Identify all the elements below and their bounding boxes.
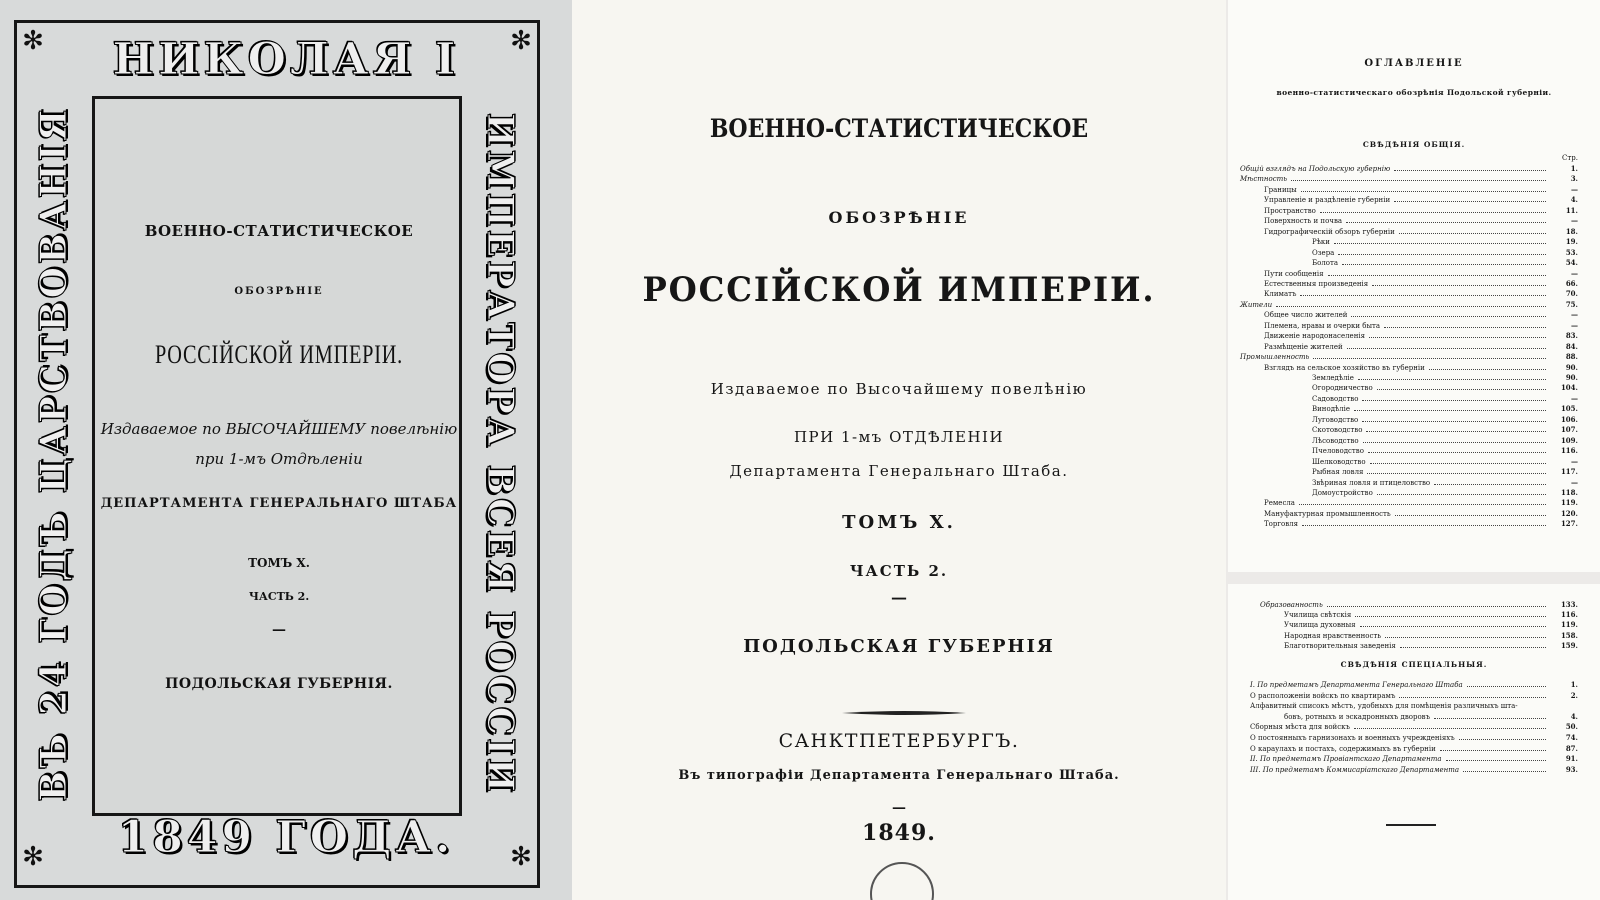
- toc-row-label: Общее число жителей: [1264, 311, 1348, 320]
- part-label: ЧАСТЬ 2.: [849, 562, 949, 580]
- toc-row-label: Границы: [1264, 185, 1297, 194]
- ornament-rule-icon: [842, 710, 966, 716]
- toc-row-page: —: [1571, 216, 1578, 226]
- corner-ornament-icon: ✻: [22, 26, 44, 56]
- title-line-3: РОССІЙСКОЙ ИМПЕРІИ.: [642, 270, 1156, 310]
- toc-row-label: Садоводство: [1312, 394, 1359, 403]
- toc-row-label: Винодѣліе: [1312, 405, 1351, 414]
- toc-dot-leader: [1366, 422, 1546, 432]
- toc-row-page: —: [1571, 456, 1578, 466]
- toc-dot-leader: [1360, 617, 1546, 627]
- cover-publisher-line-3: ДЕПАРТАМЕНТА ГЕНЕРАЛЬНАГО ШТАБА: [100, 496, 458, 511]
- toc-row-label: Мѣстность: [1240, 175, 1288, 184]
- toc-row-page: 90.: [1565, 373, 1578, 382]
- toc-row-label: Пути сообщенія: [1264, 269, 1324, 278]
- toc-row-label: Размѣщеніе жителей: [1264, 342, 1343, 351]
- toc-dot-leader: [1354, 401, 1546, 411]
- toc-row-page: 84.: [1565, 341, 1578, 351]
- toc-row-label: III. По предметамъ Коммисаріатскаго Департамента: [1250, 765, 1460, 774]
- toc-row-page: 133.: [1560, 600, 1578, 609]
- toc-row-page: 66.: [1565, 278, 1578, 288]
- toc-row-label: Огородничество: [1312, 384, 1373, 393]
- toc-subheading: военно-статистическаго обозрѣнія Подольской губерніи.: [1276, 88, 1552, 97]
- toc-row-label: Скотоводство: [1312, 426, 1363, 435]
- toc-dot-leader: [1300, 286, 1546, 296]
- cover-band-top: НИКОЛАЯ I: [112, 34, 460, 85]
- toc-row-page: —: [1571, 477, 1578, 487]
- toc-row-page: 116.: [1560, 446, 1578, 456]
- toc-row-page: 117.: [1560, 467, 1578, 477]
- toc-panel: [1226, 0, 1600, 900]
- toc-row-label: Мануфактурная промышленность: [1264, 509, 1391, 518]
- toc-row-page: 19.: [1565, 237, 1578, 247]
- toc-row: [1228, 765, 1600, 775]
- toc-row-label: Болота: [1312, 259, 1339, 268]
- toc-dot-leader: [1299, 495, 1546, 505]
- toc-row-page: 4.: [1570, 195, 1578, 205]
- toc-dot-leader: [1351, 307, 1546, 317]
- toc-row-label: Племена, нравы и очерки быта: [1264, 321, 1381, 330]
- year-label: 1849.: [862, 820, 936, 846]
- toc-dot-leader: [1368, 443, 1546, 453]
- toc-dot-leader: [1347, 339, 1546, 349]
- toc-row-page: 75.: [1565, 299, 1578, 309]
- toc-dot-leader: [1320, 203, 1546, 213]
- toc-row-page: 159.: [1560, 640, 1578, 650]
- year-dash: —: [892, 800, 906, 816]
- toc-row-page: 1.: [1570, 164, 1578, 173]
- toc-row-label: II. По предметамъ Провіантскаго Департамента: [1250, 755, 1442, 764]
- toc-row-label: Народная нравственность: [1284, 631, 1382, 640]
- toc-row-label: Климатъ: [1264, 290, 1297, 299]
- toc-row: [1228, 641, 1600, 651]
- toc-row-page: 91.: [1565, 754, 1578, 764]
- toc-dot-leader: [1399, 224, 1546, 234]
- toc-row-page: 2.: [1570, 690, 1578, 700]
- toc-dot-leader: [1463, 762, 1546, 772]
- title-line-2: ОБОЗРѢНІЕ: [828, 208, 970, 227]
- toc-row-page: 50.: [1565, 722, 1578, 732]
- toc-dot-leader: [1370, 454, 1546, 464]
- toc-dot-leader: [1338, 245, 1546, 255]
- toc-row-page: 105.: [1560, 404, 1578, 414]
- publisher-line-2: ПРИ 1-мъ ОТДѢЛЕНІИ: [793, 428, 1005, 446]
- toc-dot-leader: [1367, 464, 1546, 474]
- toc-row-page: 119.: [1560, 620, 1578, 630]
- toc-row-label: Пространство: [1264, 206, 1316, 215]
- toc-heading: ОГЛАВЛЕНІЕ: [1364, 58, 1464, 69]
- toc-dot-leader: [1385, 628, 1546, 638]
- toc-dot-leader: [1327, 597, 1546, 607]
- volume-label: ТОМЪ X.: [842, 512, 956, 533]
- toc-row-page: 70.: [1565, 289, 1578, 299]
- toc-dot-leader: [1355, 607, 1546, 617]
- toc-row-label: Пчеловодство: [1312, 447, 1364, 456]
- city-label: САНКТПЕТЕРБУРГЪ.: [778, 730, 1020, 752]
- toc-row-label: Управленіе и раздѣленіе губерніи: [1264, 196, 1391, 205]
- toc-row-label: Ремесла: [1264, 499, 1295, 508]
- toc-dot-leader: [1342, 255, 1546, 265]
- toc-row-page: 53.: [1565, 247, 1578, 257]
- toc-dot-leader: [1334, 234, 1546, 244]
- toc-end-rule: [1386, 824, 1436, 826]
- toc-dot-leader: [1301, 182, 1546, 192]
- toc-dot-leader: [1362, 412, 1546, 422]
- toc-sheet-2: [1228, 584, 1600, 900]
- toc-dot-leader: [1459, 730, 1546, 740]
- cover-dash: —: [272, 622, 286, 638]
- toc-section-special: СВѢДѢНІЯ СПЕЦІАЛЬНЫЯ.: [1340, 660, 1488, 669]
- toc-dot-leader: [1394, 192, 1546, 202]
- toc-dot-leader: [1399, 688, 1546, 698]
- toc-row-label: Взглядъ на сельское хозяйство въ губерніи: [1264, 363, 1425, 372]
- toc-dot-leader: [1384, 318, 1546, 328]
- toc-dot-leader: [1346, 213, 1546, 223]
- toc-row-label: Промышленность: [1240, 353, 1310, 362]
- toc-dot-leader: [1400, 638, 1546, 648]
- toc-row-page: 116.: [1560, 610, 1578, 620]
- toc-row-label: Лѣсоводство: [1312, 436, 1359, 445]
- toc-row-label: Благотворительныя заведенія: [1284, 641, 1396, 650]
- cover-publisher-line-2: при 1-мъ Отдѣленіи: [195, 450, 363, 468]
- toc-dot-leader: [1440, 741, 1546, 751]
- toc-row-label: Алфавитный списокъ мѣстъ, удобныхъ для помѣщенія различныхъ шта-: [1250, 702, 1518, 711]
- toc-row-label: Луговодство: [1312, 415, 1359, 424]
- toc-dot-leader: [1302, 516, 1546, 526]
- toc-row-label: Училища духовныя: [1284, 621, 1356, 630]
- toc-row-page: 83.: [1565, 331, 1578, 341]
- toc-row-page: 119.: [1560, 498, 1578, 508]
- toc-row-page: 93.: [1565, 764, 1578, 774]
- toc-row-label: Рыбная ловля: [1312, 468, 1364, 477]
- corner-ornament-icon: ✻: [22, 842, 44, 872]
- toc-row-page: 1.: [1570, 680, 1578, 689]
- toc-row-page: 127.: [1560, 519, 1578, 529]
- toc-row: [1228, 519, 1600, 529]
- toc-row-label: Шелководство: [1312, 457, 1366, 466]
- toc-row-page: 18.: [1565, 226, 1578, 236]
- toc-dot-leader: [1429, 360, 1546, 370]
- toc-row-label: Поверхность и почва: [1264, 217, 1343, 226]
- toc-row-page: —: [1571, 268, 1578, 278]
- cover-title-line-1: ВОЕННО-СТАТИСТИЧЕСКОЕ: [144, 222, 414, 240]
- cover-band-left: ВЪ 24 ГОДЪ ЦАРСТВОВАНІЯ: [33, 106, 75, 802]
- corner-ornament-icon: ✻: [510, 26, 532, 56]
- title-line-1: ВОЕННО-СТАТИСТИЧЕСКОЕ: [709, 114, 1089, 143]
- toc-dot-leader: [1369, 328, 1546, 338]
- toc-row-label: Естественныя произведенія: [1264, 279, 1369, 288]
- cover-title-line-2: ОБОЗРѢНІЕ: [234, 286, 324, 297]
- toc-row-page: 87.: [1565, 743, 1578, 753]
- cover-band-right: ИМПЕРАТОРА ВСЕЯ РОССІИ: [479, 112, 521, 796]
- toc-row-page: 107.: [1560, 425, 1578, 435]
- toc-row-label: Сборныя мѣста для войскъ: [1250, 723, 1350, 732]
- title-dash: —: [891, 588, 907, 607]
- toc-dot-leader: [1372, 276, 1546, 286]
- cover-volume: ТОМЪ X.: [248, 556, 310, 570]
- toc-row-label: Общій взглядъ на Подольскую губернію: [1240, 165, 1391, 173]
- toc-dot-leader: [1313, 349, 1546, 359]
- toc-row-page: —: [1571, 184, 1578, 194]
- toc-section-general: СВѢДѢНІЯ ОБЩІЯ.: [1362, 140, 1466, 149]
- printer-label: Въ типографіи Департамента Генеральнаго Штаба.: [678, 768, 1120, 783]
- corner-ornament-icon: ✻: [510, 842, 532, 872]
- toc-row-page: —: [1571, 320, 1578, 330]
- toc-row-page: 104.: [1560, 383, 1578, 393]
- toc-dot-leader: [1467, 677, 1546, 687]
- toc-dot-leader: [1377, 380, 1546, 390]
- publisher-line-1: Издаваемое по Высочайшему повелѣнію: [710, 380, 1088, 398]
- toc-row-label: Озера: [1312, 248, 1335, 257]
- publisher-line-3: Департамента Генеральнаго Штаба.: [729, 462, 1069, 480]
- cover-publisher-line-1: Издаваемое по ВЫСОЧАЙШЕМУ повелѣнію: [100, 420, 458, 438]
- toc-row-page: 118.: [1560, 487, 1578, 497]
- toc-row-page: —: [1571, 310, 1578, 320]
- toc-row-page: 11.: [1565, 205, 1578, 215]
- toc-row-page: 74.: [1565, 733, 1578, 742]
- toc-row-page: —: [1571, 393, 1578, 403]
- toc-dot-leader: [1394, 161, 1546, 171]
- toc-dot-leader: [1358, 370, 1546, 380]
- toc-row-label: О караулахъ и постахъ, содержимыхъ въ губерніи: [1250, 744, 1436, 753]
- toc-row-label: Звѣриная ловля и птицеловство: [1312, 478, 1431, 487]
- toc-row-page: 106.: [1560, 414, 1578, 424]
- toc-sheet-1: [1228, 0, 1600, 572]
- toc-row-page: 120.: [1560, 508, 1578, 518]
- toc-dot-leader: [1328, 266, 1546, 276]
- toc-row-label: Образованность: [1260, 601, 1323, 609]
- toc-row-page: 88.: [1565, 352, 1578, 362]
- cover-band-bottom: 1849 ГОДА.: [117, 812, 455, 863]
- toc-dot-leader: [1434, 709, 1546, 719]
- toc-row-label: Гидрографическій обзоръ губерніи: [1264, 227, 1395, 236]
- cover-title-line-3: РОССІЙСКОЙ ИМПЕРІИ.: [154, 340, 404, 369]
- toc-dot-leader: [1363, 433, 1546, 443]
- toc-dot-leader: [1377, 485, 1546, 495]
- toc-row-page: 158.: [1560, 630, 1578, 640]
- toc-row-label: Земледѣліе: [1312, 374, 1354, 382]
- toc-row-page: 109.: [1560, 435, 1578, 445]
- cover-part: ЧАСТЬ 2.: [248, 590, 310, 603]
- toc-dot-leader: [1395, 506, 1546, 516]
- toc-dot-leader: [1362, 391, 1546, 401]
- toc-row-label: Жители: [1240, 300, 1273, 309]
- toc-row-page: 4.: [1570, 711, 1578, 721]
- toc-page-column-label: Стр.: [1562, 154, 1578, 162]
- toc-row-label: Училища свѣтскія: [1284, 611, 1352, 620]
- toc-row-label: Рѣки: [1312, 238, 1330, 247]
- cover-panel: [0, 0, 572, 900]
- toc-dot-leader: [1446, 751, 1546, 761]
- toc-dot-leader: [1291, 171, 1546, 181]
- toc-row: [1228, 691, 1600, 701]
- toc-row-label: бовъ, ротныхъ и эскадронныхъ дворовъ: [1284, 712, 1431, 721]
- toc-dot-leader: [1354, 719, 1546, 729]
- toc-dot-leader: [1276, 297, 1546, 307]
- cover-province: ПОДОЛЬСКАЯ ГУБЕРНІЯ.: [165, 676, 393, 692]
- toc-row-label: О постоянныхъ гарнизонахъ и военныхъ учрежденіяхъ: [1250, 734, 1455, 742]
- toc-row-label: Торговля: [1264, 520, 1299, 529]
- stamp-seal-icon: [870, 862, 934, 900]
- toc-row-page: 54.: [1565, 258, 1578, 268]
- toc-row-label: О расположеніи войскъ по квартирамъ: [1250, 691, 1396, 700]
- toc-row-page: 3.: [1570, 174, 1578, 184]
- toc-row-label: I. По предметамъ Департамента Генеральнаго Штаба: [1250, 681, 1463, 689]
- province-label: ПОДОЛЬСКАЯ ГУБЕРНІЯ: [743, 636, 1055, 657]
- toc-row-label: Домоустройство: [1312, 488, 1373, 497]
- title-page-panel: [572, 0, 1226, 900]
- toc-row-page: 90.: [1565, 362, 1578, 372]
- toc-dot-leader: [1434, 475, 1546, 485]
- toc-row-label: Движеніе народонаселенія: [1264, 332, 1366, 341]
